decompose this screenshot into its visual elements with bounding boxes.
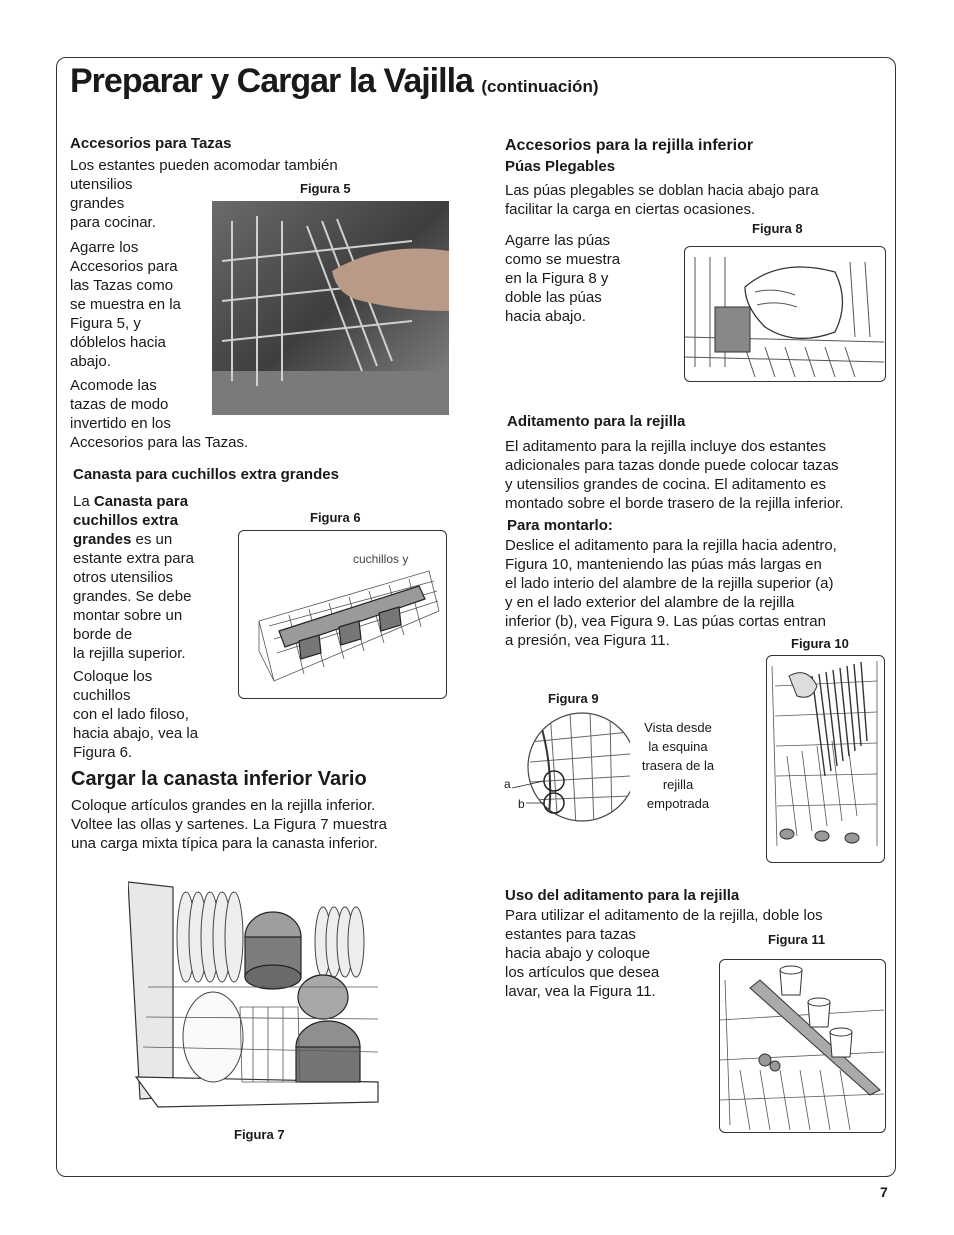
text-line: Figura 10, manteniendo las púas más largas en (505, 556, 822, 573)
text-line: empotrada (646, 796, 710, 811)
mount-heading: Para montarlo: (507, 517, 613, 534)
text-line: Agarre las púas (505, 232, 611, 249)
cups-para-2 (70, 238, 181, 371)
text-line: abajo. (70, 353, 111, 370)
text-line: y en el lado exterior del alambre de la rejilla (505, 594, 795, 611)
figure-8-diagram (684, 246, 886, 382)
text-line: grandes. Se debe (73, 588, 192, 605)
text-line: doble las púas (505, 289, 602, 306)
text-line: inferior (b), vea Figura 9. Las púas cortas entran (505, 613, 826, 630)
figure-9-label-a: a (504, 777, 511, 791)
text-line: una carga mixta típica para la canasta inferior. (71, 835, 378, 852)
tines-heading: Accesorios para la rejilla inferior (505, 137, 754, 154)
figure-6-label: cuchillos y (353, 552, 409, 566)
text-line: los artículos que desea (505, 964, 660, 981)
text-line: montar sobre un (73, 607, 183, 624)
text-line: con el lado filoso, (73, 706, 189, 723)
figure-9-label-b: b (518, 797, 525, 811)
text-line: lavar, vea la Figura 11. (505, 983, 656, 1000)
text-line: facilitar la carga en ciertas ocasiones. (505, 201, 756, 218)
figure-7-caption: Figura 7 (234, 1127, 285, 1142)
page-number: 7 (880, 1184, 888, 1200)
page-subtitle: (continuación) (481, 77, 599, 96)
text-line: Coloque los (73, 668, 153, 685)
text-line: hacia abajo y coloque (505, 945, 651, 962)
figure-9-note (632, 718, 724, 813)
text-line: grandes (73, 531, 132, 548)
figure-6-diagram (238, 530, 447, 699)
text-line: otros utensilios (73, 569, 174, 586)
figure-8-caption: Figura 8 (752, 221, 803, 236)
figure-9-caption: Figura 9 (548, 691, 599, 706)
tines-subheading: Púas Plegables (505, 158, 616, 175)
attachment-heading: Aditamento para la rejilla (507, 413, 686, 430)
text-line: como se muestra (505, 251, 621, 268)
attachment-text (505, 437, 844, 513)
cups-line-1: Los estantes pueden acomodar también (70, 157, 338, 174)
text-line: la rejilla superior. (73, 645, 186, 662)
mount-text (505, 536, 837, 650)
cups-line-3: grandes (70, 195, 125, 212)
text-line: Para utilizar el aditamento de la rejilla, doble los (505, 907, 823, 924)
text-line: cuchillos (73, 687, 131, 704)
text-line: las Tazas como (70, 277, 174, 294)
text-line: en la Figura 8 y (505, 270, 609, 287)
text-line: Agarre los (70, 239, 139, 256)
figure-11-caption: Figura 11 (768, 932, 826, 947)
text-line: Figura 5, y (70, 315, 141, 332)
text-line: y utensilios grandes de cocina. El aditamento es (505, 476, 827, 493)
text-line: a presión, vea Figura 11. (505, 632, 670, 649)
text-line: Las púas plegables se doblan hacia abajo para (505, 182, 819, 199)
figure-11-diagram (719, 959, 886, 1133)
text-line: borde de (73, 626, 133, 643)
text-line: es un (131, 531, 173, 548)
text-line: estantes para tazas (505, 926, 636, 943)
text-line: tazas de modo (70, 396, 169, 413)
text-line: La (73, 493, 94, 510)
knives-para-1 (73, 492, 194, 663)
text-line: cuchillos extra (73, 512, 179, 529)
text-line: dóblelos hacia (70, 334, 166, 351)
figure-9-diagram (500, 712, 630, 827)
text-line: Coloque artículos grandes en la rejilla inferior. (71, 797, 376, 814)
text-line: se muestra en la (70, 296, 181, 313)
text-line: estante extra para (73, 550, 194, 567)
usage-heading: Uso del aditamento para la rejilla (505, 887, 740, 904)
lower-rack-text (71, 796, 387, 853)
text-line: Vista desde (644, 720, 712, 735)
figure-10-diagram (766, 655, 885, 863)
knives-heading: Canasta para cuchillos extra grandes (73, 466, 339, 483)
text-line: la esquina (648, 739, 708, 754)
tines-text (505, 181, 819, 219)
text-line: hacia abajo, vea la (73, 725, 199, 742)
text-line: Figura 6. (73, 744, 133, 761)
text-line: Canasta para (93, 493, 189, 510)
text-line: montado sobre el borde trasero de la rejilla inferior. (505, 495, 844, 512)
text-line: Acomode las (70, 377, 157, 394)
cups-line-4: para cocinar. (70, 214, 156, 231)
text-line: El aditamento para la rejilla incluye dos estantes (505, 438, 827, 455)
page-title: Preparar y Cargar la Vajilla (continuación) (70, 62, 599, 100)
text-line: trasera de la (641, 758, 715, 773)
figure-7-diagram (128, 877, 384, 1113)
cups-line-2: utensilios (70, 176, 133, 193)
text-line: Accesorios para (70, 258, 178, 275)
text-line: Voltee las ollas y sartenes. La Figura 7 muestra (71, 816, 387, 833)
knives-para-2 (73, 667, 198, 762)
figure-6-caption: Figura 6 (310, 510, 361, 525)
text-line: rejilla (662, 777, 694, 792)
cups-heading: Accesorios para Tazas (70, 135, 232, 152)
lower-rack-heading: Cargar la canasta inferior Vario (71, 768, 367, 790)
text-line: el lado interio del alambre de la rejilla superior (a) (505, 575, 834, 592)
text-line: invertido en los (70, 415, 171, 432)
text-line: hacia abajo. (505, 308, 586, 325)
text-line: Deslice el aditamento para la rejilla hacia adentro, (505, 537, 837, 554)
tines-para-2 (505, 231, 620, 326)
figure-10-caption: Figura 10 (791, 636, 849, 651)
text-line: Accesorios para las Tazas. (70, 434, 249, 451)
figure-5-image (212, 201, 449, 415)
text-line: adicionales para tazas donde puede colocar tazas (505, 457, 839, 474)
figure-5-caption: Figura 5 (300, 181, 351, 196)
